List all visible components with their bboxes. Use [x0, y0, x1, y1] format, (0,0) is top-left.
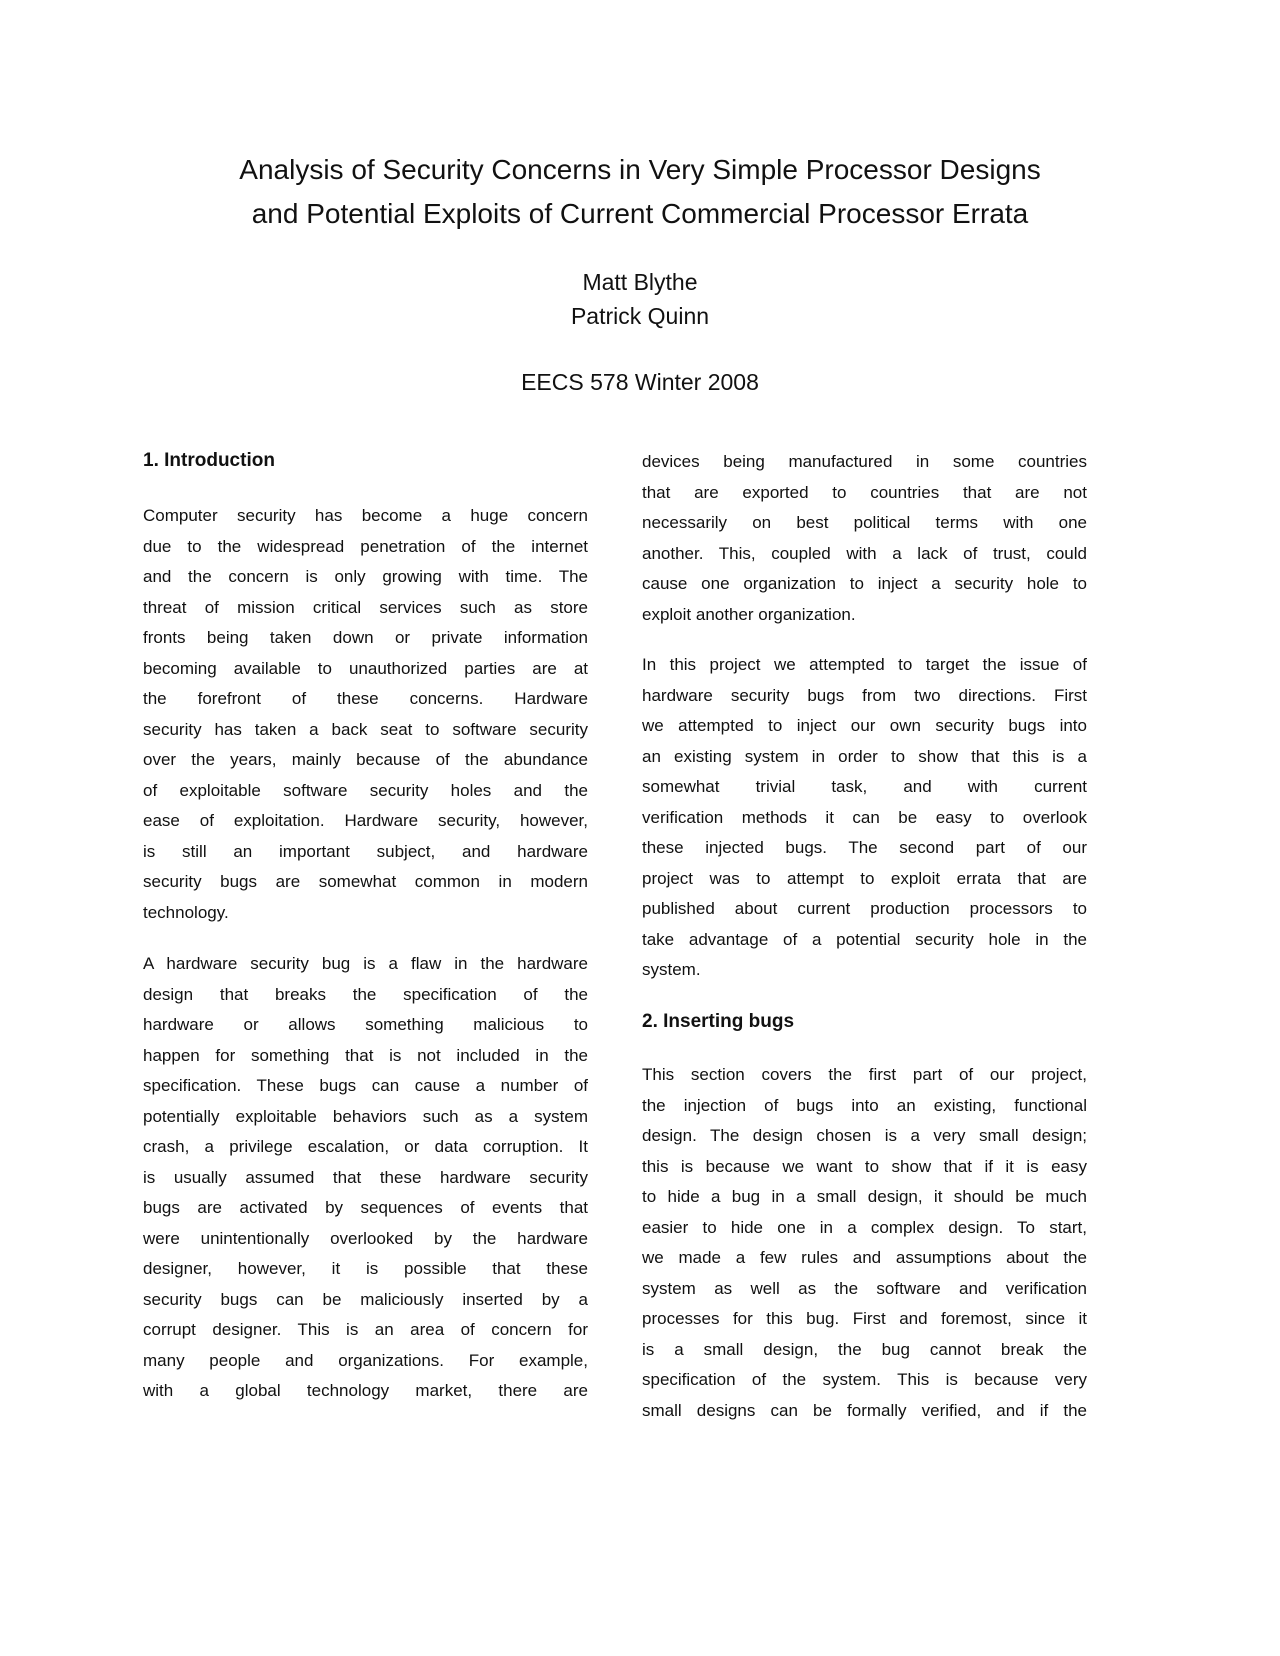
text-line: published about current production processors to: [642, 899, 1087, 918]
text-line: over the years, mainly because of the abundance: [143, 750, 588, 769]
text-line: A hardware security bug is a flaw in the hardware: [143, 954, 588, 973]
text-line: is usually assumed that these hardware security: [143, 1167, 588, 1187]
text-line: In this project we attempted to target the issue of: [642, 655, 1087, 674]
text-line: becoming available to unauthorized parties are at: [143, 658, 588, 678]
text-line: system.: [642, 960, 701, 979]
text-line: potentially exploitable behaviors such as a system: [143, 1106, 588, 1126]
text-line: these injected bugs. The second part of our: [642, 838, 1087, 857]
text-line: ease of exploitation. Hardware security, however,: [143, 811, 588, 830]
text-line: we made a few rules and assumptions about the: [642, 1248, 1087, 1267]
text-line: fronts being taken down or private information: [143, 628, 588, 647]
paragraph: [642, 1060, 1087, 1426]
text-line: design. The design chosen is a very small design;: [642, 1126, 1087, 1145]
text-line: happen for something that is not included in the: [143, 1045, 588, 1065]
text-line: that are exported to countries that are not: [642, 482, 1087, 502]
author-1: Matt Blythe: [582, 269, 698, 295]
text-line: we attempted to inject our own security bugs into: [642, 716, 1087, 735]
title-line-1: Analysis of Security Concerns in Very Simple Processor Designs: [239, 154, 1041, 185]
text-line: small designs can be formally verified, and if the: [642, 1400, 1087, 1420]
text-line: were unintentionally overlooked by the hardware: [143, 1228, 588, 1248]
text-line: project was to attempt to exploit errata that are: [642, 868, 1087, 888]
text-line: verification methods it can be easy to overlook: [642, 807, 1087, 827]
text-line: the forefront of these concerns. Hardware: [143, 689, 588, 708]
text-line: processes for this bug. First and foremost, since it: [642, 1309, 1087, 1328]
text-line: somewhat trivial task, and with current: [642, 777, 1087, 796]
text-line: bugs are activated by sequences of events that: [143, 1198, 588, 1217]
text-line: is still an important subject, and hardware: [143, 841, 588, 861]
text-line: to hide a bug in a small design, it should be much: [642, 1187, 1087, 1206]
text-line: take advantage of a potential security hole in the: [642, 929, 1087, 949]
text-line: with a global technology market, there are: [143, 1381, 588, 1400]
text-line: hardware security bugs from two directions. First: [642, 685, 1087, 705]
course-info: EECS 578 Winter 2008: [521, 369, 759, 395]
author-2: Patrick Quinn: [570, 303, 710, 329]
text-line: designer, however, it is possible that these: [143, 1259, 588, 1278]
section-heading-introduction: 1. Introduction: [143, 450, 275, 471]
text-line: security has taken a back seat to software security: [143, 719, 588, 739]
text-line: design that breaks the specification of the: [143, 984, 588, 1004]
text-line: many people and organizations. For example,: [143, 1350, 588, 1370]
text-line: necessarily on best political terms with one: [642, 513, 1087, 532]
text-line: this is because we want to show that if it is easy: [642, 1156, 1087, 1176]
text-line: system as well as the software and verification: [642, 1278, 1087, 1298]
text-line: and the concern is only growing with time. The: [143, 567, 588, 586]
text-line: cause one organization to inject a security hole to: [642, 574, 1087, 593]
text-line: technology.: [143, 902, 229, 922]
paragraph: [143, 501, 588, 928]
paragraph: [143, 949, 588, 1407]
text-line: is a small design, the bug cannot break the: [642, 1339, 1087, 1359]
paragraph: [642, 447, 1087, 630]
text-line: another. This, coupled with a lack of trust, could: [642, 543, 1087, 563]
text-line: Computer security has become a huge concern: [143, 506, 588, 525]
text-line: exploit another organization.: [642, 604, 856, 624]
text-line: the injection of bugs into an existing, functional: [642, 1095, 1087, 1115]
text-line: specification of the system. This is because very: [642, 1370, 1087, 1389]
text-line: This section covers the first part of our project,: [642, 1065, 1087, 1084]
text-line: security bugs are somewhat common in modern: [143, 872, 588, 891]
text-line: of exploitable software security holes and the: [143, 780, 588, 800]
title-line-2: and Potential Exploits of Current Commercial Processor Errata: [251, 198, 1029, 229]
text-line: crash, a privilege escalation, or data corruption. It: [143, 1137, 588, 1156]
text-line: easier to hide one in a complex design. To start,: [642, 1217, 1087, 1237]
paragraph: [642, 650, 1087, 986]
text-line: specification. These bugs can cause a number of: [143, 1076, 588, 1095]
text-line: threat of mission critical services such as store: [143, 597, 588, 617]
text-line: devices being manufactured in some countries: [642, 452, 1087, 471]
section-heading-inserting-bugs: 2. Inserting bugs: [642, 1011, 795, 1032]
text-line: an existing system in order to show that this is a: [642, 746, 1087, 766]
text-line: due to the widespread penetration of the internet: [143, 536, 588, 556]
text-line: corrupt designer. This is an area of concern for: [143, 1320, 588, 1339]
paper-title: [0, 148, 1280, 236]
text-line: security bugs can be maliciously inserted by a: [143, 1289, 588, 1309]
text-line: hardware or allows something malicious to: [143, 1015, 588, 1034]
